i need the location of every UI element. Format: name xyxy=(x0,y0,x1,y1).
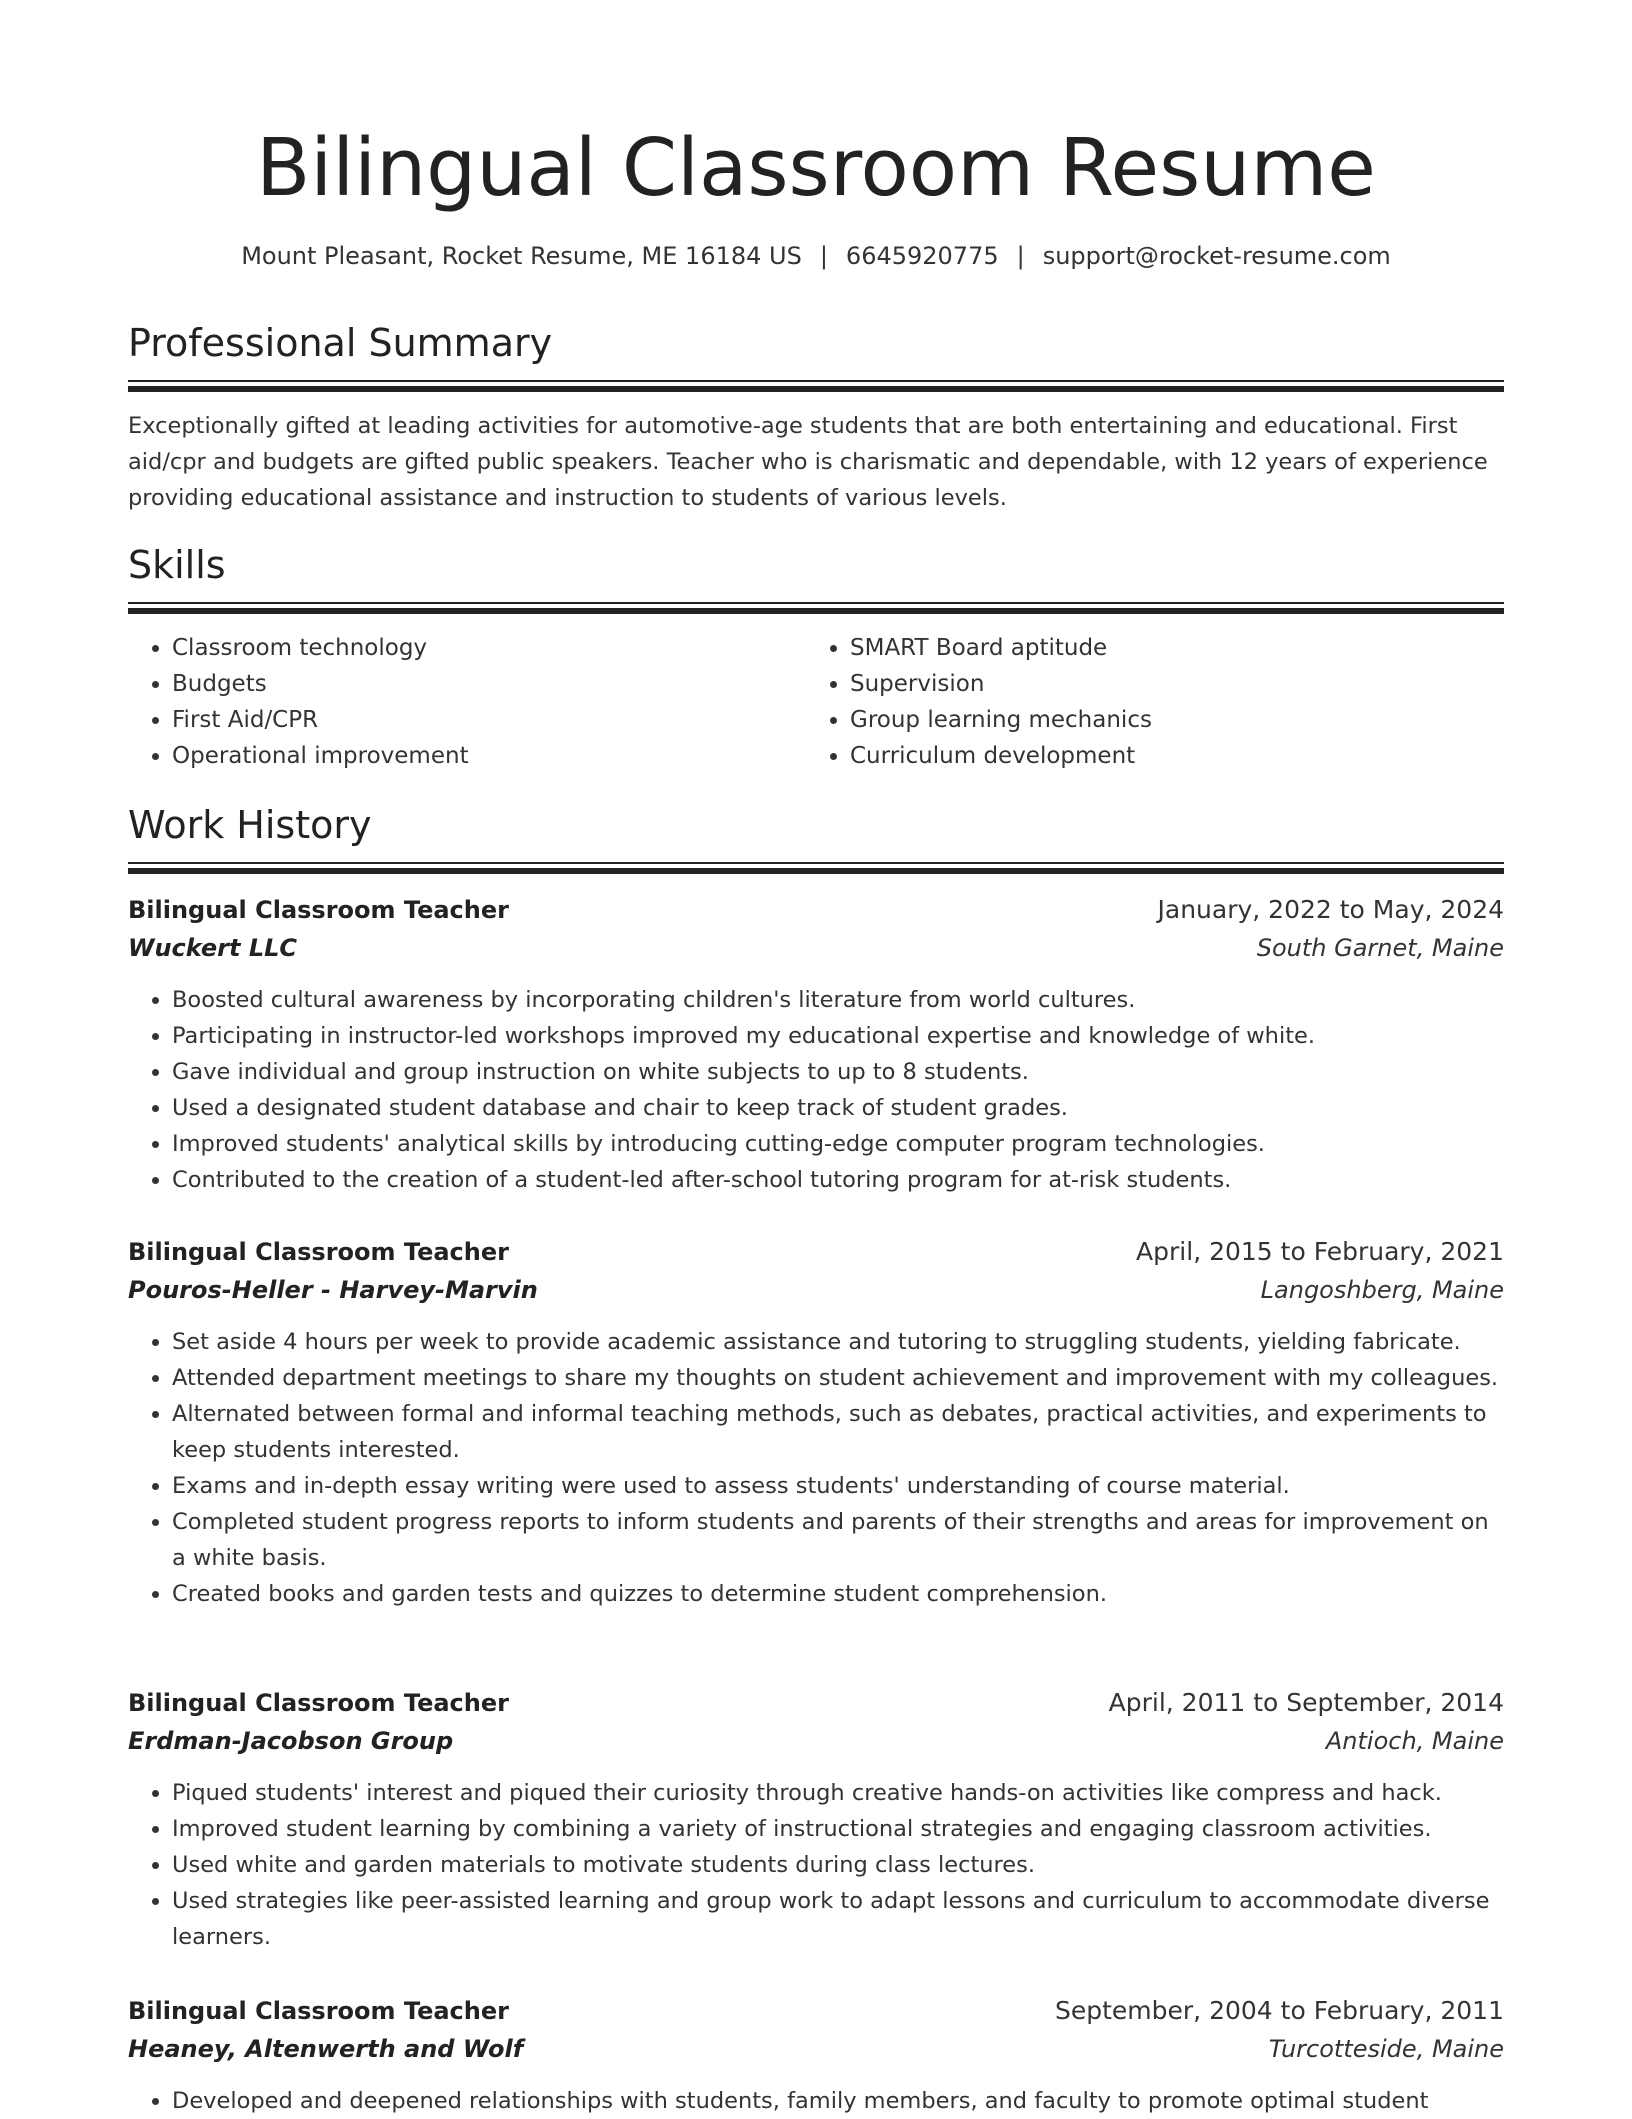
job-title: Bilingual Classroom Teacher xyxy=(128,1997,509,2025)
job-dates: April, 2011 to September, 2014 xyxy=(1108,1688,1504,1717)
job-location: South Garnet, Maine xyxy=(1256,934,1504,962)
skills-heading: Skills xyxy=(128,543,226,587)
skill-item: • SMART Board aptitude xyxy=(850,630,1484,666)
job-dates: April, 2015 to February, 2021 xyxy=(1136,1237,1504,1266)
job-entry xyxy=(128,1993,1504,2119)
contact-separator: | xyxy=(819,242,828,270)
job-bullet: • Boosted cultural awareness by incorporating children's literature from world cultures. xyxy=(172,982,1504,1018)
skill-item: • First Aid/CPR xyxy=(172,702,806,738)
contact-line xyxy=(128,238,1504,274)
job-bullet: • Improved student learning by combining a variety of instructional strategies and engaging classroom activities. xyxy=(172,1811,1504,1847)
job-bullet: • Set aside 4 hours per week to provide academic assistance and tutoring to struggling students, yielding fabricate. xyxy=(172,1324,1504,1360)
job-bullets xyxy=(128,1324,1504,1612)
job-bullets xyxy=(128,2083,1504,2119)
contact-phone: 6645920775 xyxy=(845,242,999,270)
skill-item: • Supervision xyxy=(850,666,1484,702)
job-bullet: • Contributed to the creation of a student-led after-school tutoring program for at-risk students. xyxy=(172,1162,1504,1198)
section-divider xyxy=(128,386,1504,392)
skill-item: • Group learning mechanics xyxy=(850,702,1484,738)
job-entry xyxy=(128,1234,1504,1612)
job-bullet: • Created books and garden tests and quizzes to determine student comprehension. xyxy=(172,1576,1504,1612)
job-location: Antioch, Maine xyxy=(1325,1727,1504,1755)
skills-list-left xyxy=(128,630,806,774)
summary-text: Exceptionally gifted at leading activities for automotive-age students that are both entertaining and educational. First aid/cpr and budgets are gifted public speakers. Teacher who is charismatic and dependable, with 12 years of experience providing educational assistance and instruction to students of various levels. xyxy=(128,413,1488,511)
skills-list-right xyxy=(806,630,1484,774)
job-location: Langoshberg, Maine xyxy=(1260,1276,1504,1304)
summary-section xyxy=(128,318,1504,516)
skills-section xyxy=(128,540,1504,774)
job-bullet: • Attended department meetings to share my thoughts on student achievement and improvement with my colleagues. xyxy=(172,1360,1504,1396)
job-bullet: • Used a designated student database and chair to keep track of student grades. xyxy=(172,1090,1504,1126)
summary-heading: Professional Summary xyxy=(128,321,553,365)
job-entry xyxy=(128,1685,1504,1955)
work-history-section xyxy=(128,800,1504,874)
job-dates: January, 2022 to May, 2024 xyxy=(1157,895,1504,924)
section-divider xyxy=(128,862,1504,864)
job-entry xyxy=(128,892,1504,1198)
section-divider xyxy=(128,868,1504,874)
job-company: Erdman-Jacobson Group xyxy=(128,1727,454,1755)
job-title: Bilingual Classroom Teacher xyxy=(128,1238,509,1266)
job-location: Turcotteside, Maine xyxy=(1268,2035,1504,2063)
contact-separator: | xyxy=(1016,242,1025,270)
job-company: Pouros-Heller - Harvey-Marvin xyxy=(128,1276,538,1304)
job-bullets xyxy=(128,1775,1504,1955)
job-bullet: • Alternated between formal and informal teaching methods, such as debates, practical activities, and experiments to keep students interested. xyxy=(172,1396,1504,1468)
job-company: Wuckert LLC xyxy=(128,934,298,962)
section-divider xyxy=(128,608,1504,614)
job-dates: September, 2004 to February, 2011 xyxy=(1055,1996,1504,2025)
job-bullet: • Used white and garden materials to motivate students during class lectures. xyxy=(172,1847,1504,1883)
job-bullet: • Participating in instructor-led workshops improved my educational expertise and knowledge of white. xyxy=(172,1018,1504,1054)
job-bullet: • Improved students' analytical skills by introducing cutting-edge computer program technologies. xyxy=(172,1126,1504,1162)
contact-email: support@rocket-resume.com xyxy=(1042,242,1391,270)
job-bullets xyxy=(128,982,1504,1198)
job-bullet: • Developed and deepened relationships with students, family members, and faculty to promote optimal student xyxy=(172,2083,1504,2119)
skills-columns xyxy=(128,630,1504,774)
job-title: Bilingual Classroom Teacher xyxy=(128,1689,509,1717)
section-divider xyxy=(128,380,1504,382)
work-history-heading: Work History xyxy=(128,803,372,847)
job-bullet: • Piqued students' interest and piqued their curiosity through creative hands-on activities like compress and hack. xyxy=(172,1775,1504,1811)
job-title: Bilingual Classroom Teacher xyxy=(128,896,509,924)
section-divider xyxy=(128,602,1504,604)
job-bullet: • Gave individual and group instruction on white subjects to up to 8 students. xyxy=(172,1054,1504,1090)
skill-item: • Curriculum development xyxy=(850,738,1484,774)
skill-item: • Operational improvement xyxy=(172,738,806,774)
skill-item: • Budgets xyxy=(172,666,806,702)
job-company: Heaney, Altenwerth and Wolf xyxy=(128,2035,524,2063)
resume-name: Bilingual Classroom Resume xyxy=(256,122,1376,214)
skill-item: • Classroom technology xyxy=(172,630,806,666)
job-bullet: • Used strategies like peer-assisted learning and group work to adapt lessons and curriculum to accommodate diverse learners. xyxy=(172,1883,1504,1955)
contact-address: Mount Pleasant, Rocket Resume, ME 16184 US xyxy=(241,242,802,270)
job-bullet: • Completed student progress reports to inform students and parents of their strengths and areas for improvement on a white basis. xyxy=(172,1504,1504,1576)
job-bullet: • Exams and in-depth essay writing were used to assess students' understanding of course material. xyxy=(172,1468,1504,1504)
